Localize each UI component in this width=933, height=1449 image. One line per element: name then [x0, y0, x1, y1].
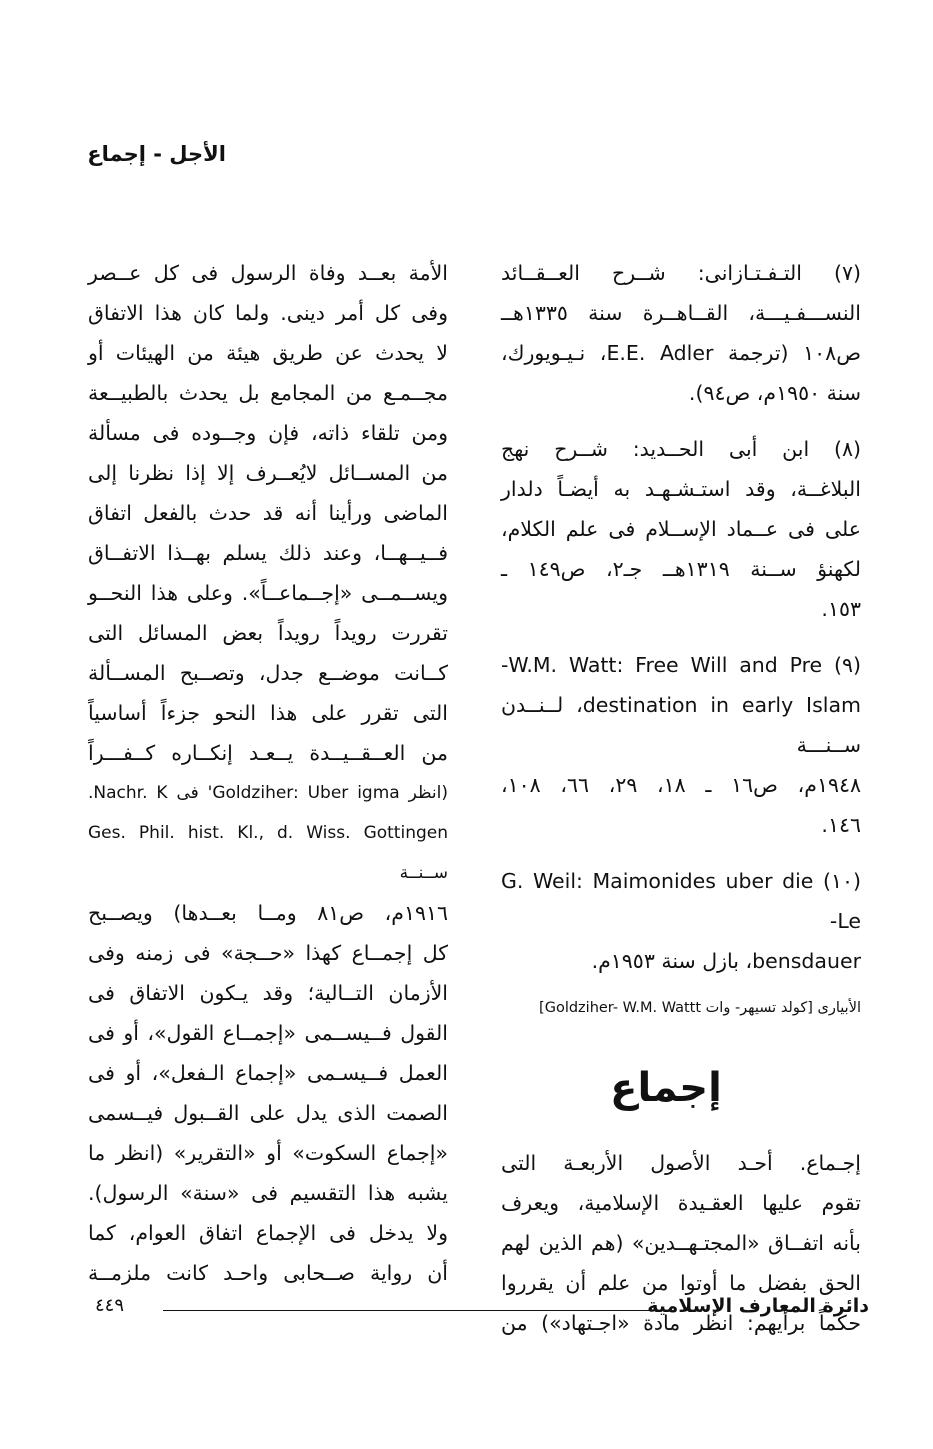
- text-line: ١٤٦.: [821, 813, 861, 837]
- section-title: إجماع: [610, 1065, 722, 1111]
- text-line: تقوم عليها العقـيدة الإسلامية، ويعرف: [501, 1191, 861, 1215]
- text-line: ١٩٤٨م، ص١٦ ـ ١٨، ٢٩، ٦٦، ١٠٨،: [501, 773, 861, 797]
- text-line: لكهنؤ ســنة ١٣١٩هــ جـ٢، ص١٤٩ ـ: [501, 557, 861, 581]
- text-line: (١٠) G. Weil: Maimonides uber die Le-: [501, 869, 862, 933]
- text-line: كل إجمــاع كهذا «حــجة» فى زمنه وفى: [88, 941, 448, 965]
- text-line: (انظر Goldziher: Uber igma' فى Nachr. K.: [88, 783, 448, 803]
- text-line: بأنه اتفــاق «المجتـهــدين» (هم الذين لهم: [501, 1231, 861, 1255]
- text-line: الماضى ورأينا أنه قد حدث بالفعل اتفاق: [88, 501, 448, 525]
- text-line: ويســمــى «إجــماعــاً». وعلى هذا النحــو: [88, 581, 448, 605]
- text-line: وفى كل أمر دينى. ولما كان هذا الاتفاق: [88, 301, 448, 325]
- body-paragraph: [88, 253, 448, 1293]
- footnote-10: [501, 861, 861, 981]
- text-line: ١٩١٦م، ص٨١ ومــا بعــدها) ويصــبح: [88, 901, 448, 925]
- text-line: «إجماع السكوت» أو «التقرير» (انظر ما: [88, 1141, 448, 1165]
- text-line: من العــقــيــدة يــعـد إنكــاره كــفـــراً: [88, 741, 448, 765]
- text-line: (٨) ابن أبى الحــديد: شــرح نهج: [501, 437, 861, 461]
- footnote-7: [501, 253, 861, 413]
- left-column: [88, 253, 448, 1293]
- footer-title: دائرة المعارف الإسلامية: [647, 1295, 869, 1317]
- text-line: حكماً برأيهم: انظر مادة «اجـتهاد») من: [501, 1311, 861, 1335]
- text-line: لا يحدث عن طريق هيئة من الهيئات أو: [88, 341, 448, 365]
- text-line: يشبه هذا التقسيم فى «سنة» الرسول).: [88, 1181, 448, 1205]
- text-line: القول فــيســمى «إجمــاع القول»، أو فى: [88, 1021, 448, 1045]
- footnote-8: [501, 429, 861, 629]
- text-line: إجـماع. أحـد الأصول الأربعـة التى: [501, 1151, 861, 1175]
- footnote-9: [501, 645, 861, 845]
- text-line: أن رواية صــحابى واحـد كانت ملزمــة: [88, 1261, 448, 1285]
- text-line: العمل فــيسـمى «إجماع الـفعل»، أو فى: [88, 1061, 448, 1085]
- text-line: ولا يدخل فى الإجماع اتفاق العوام، كما: [88, 1221, 448, 1245]
- text-line: (٩) W.M. Watt: Free Will and Pre-: [501, 653, 861, 677]
- article-authors: الأبيارى [كولد تسيهر- وات Goldziher- W.M. Wattt]: [539, 1000, 861, 1016]
- running-header: الأجل - إجماع: [87, 142, 226, 166]
- text-line: التى تقرر على هذا النحو جزءاً أساسياً: [88, 701, 448, 725]
- text-line: على فى عــماد الإســلام فى علم الكلام،: [501, 517, 861, 541]
- text-line: الصمت الذى يدل على القــبول فيــسمى: [88, 1101, 448, 1125]
- text-line: من المســائل لايُعــرف إلا إذا نظرنا إلى: [88, 461, 448, 485]
- text-line: فــيــهــا، وعند ذلك يسلم بهــذا الاتفــاق: [88, 541, 448, 565]
- text-line: مجــمـع من المجامع بل يحدث بالطبيــعة: [88, 381, 448, 405]
- text-line: (٧) التـفـتـازانى: شــرح العــقــائد: [501, 261, 861, 285]
- text-line: الأزمان التــالية؛ وقد يـكون الاتفاق فى: [88, 981, 448, 1005]
- text-line: ومن تلقاء ذاته، فإن وجــوده فى مسألة: [88, 421, 448, 445]
- text-line: النســـفـيـــة، القــاهــرة سنة ١٣٣٥هــ: [501, 301, 861, 325]
- text-line: الأمة بعــد وفاة الرسول فى كل عــصر: [88, 261, 448, 285]
- text-line: البلاغــة، وقد استـشـهـد به أيضـاً دلدار: [501, 477, 861, 501]
- page-number: ٤٤٩: [95, 1295, 125, 1316]
- text-line: Ges. Phil. hist. Kl., d. Wiss. Gottingen ســنــة: [88, 823, 448, 883]
- right-column: [501, 253, 861, 1343]
- page-footer: [95, 1295, 869, 1325]
- text-line: تقررت رويداً رويداً بعض المسائل التى: [88, 621, 448, 645]
- text-line: ص١٠٨ (ترجمة E.E. Adler، نـيـويورك،: [501, 341, 861, 365]
- text-line: destination in early Islam، لــنــدن ســنـــة: [501, 693, 862, 757]
- text-line: bensdauer، بازل سنة ١٩٥٣م.: [591, 949, 861, 973]
- text-line: كــانت موضــع جدل، وتصــبح المســألة: [88, 661, 448, 685]
- text-line: ١٥٣.: [821, 597, 861, 621]
- text-line: سنة ١٩٥٠م، ص٩٤).: [688, 381, 861, 405]
- footer-rule: [163, 1310, 661, 1311]
- text-line: الحق بفضل ما أوتوا من علم أن يقرروا: [501, 1271, 861, 1295]
